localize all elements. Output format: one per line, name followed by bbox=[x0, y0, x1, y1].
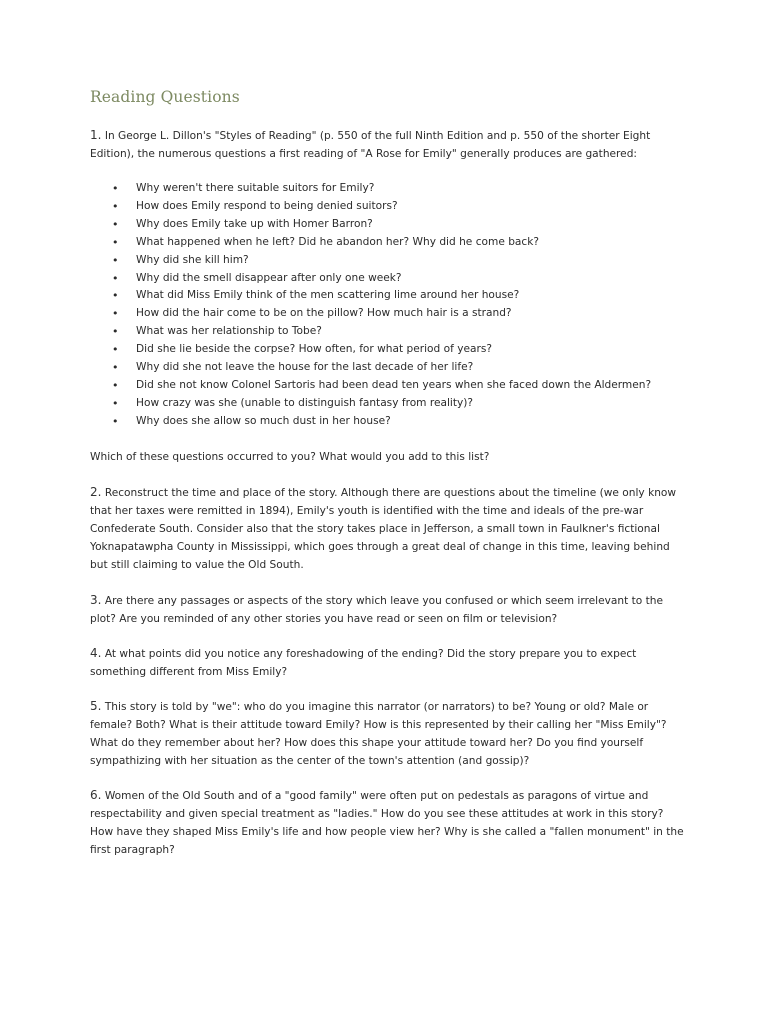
question-6-text: Women of the Old South and of a "good family" were often put on pedestals as paragons of virtue and respectability and given special treatment as "ladies." How do you see these attitudes at work in this story? How have they shaped Miss Emily's life and how people view her? Why is she called a "fallen monument" in the first paragraph? bbox=[90, 790, 684, 856]
question-1-number: 1. bbox=[90, 128, 102, 142]
question-6-number: 6. bbox=[90, 788, 102, 802]
question-3 bbox=[90, 592, 684, 629]
question-5-text: This story is told by "we": who do you imagine this narrator (or narrators) to be? Young or old? Male or female? Both? What is their attitude toward Emily? How is this represented by their calling her "Miss Emily"? What do they remember about her? How does this shape your attitude toward her? Do you find yourself sympathizing with her situation as the center of the town's attention (and gossip)? bbox=[90, 701, 667, 767]
list-item: • How did the hair come to be on the pillow? How much hair is a strand? bbox=[90, 305, 684, 323]
followup-text: Which of these questions occurred to you? What would you add to this list? bbox=[90, 451, 490, 463]
question-4-number: 4. bbox=[90, 646, 102, 660]
list-item: • Did she not know Colonel Sartoris had been dead ten years when she faced down the Aldermen? bbox=[90, 377, 684, 395]
page-title: Reading Questions bbox=[90, 88, 240, 106]
list-item: • How crazy was she (unable to distinguish fantasy from reality)? bbox=[90, 395, 684, 413]
question-6 bbox=[90, 787, 684, 860]
list-item: • Did she lie beside the corpse? How often, for what period of years? bbox=[90, 341, 684, 359]
list-item: • Why does Emily take up with Homer Barron? bbox=[90, 216, 684, 234]
question-5 bbox=[90, 698, 684, 771]
list-item: • Why weren't there suitable suitors for Emily? bbox=[90, 180, 684, 198]
question-4-text: At what points did you notice any foreshadowing of the ending? Did the story prepare you to expect something different from Miss Emily? bbox=[90, 648, 637, 678]
question-3-number: 3. bbox=[90, 593, 102, 607]
question-2-text: Reconstruct the time and place of the story. Although there are questions about the timeline (we only know that her taxes were remitted in 1894), Emily's youth is identified with the time and ideals of the pre-war Confederate South. Consider also that the story takes place in Jefferson, a small town in Faulkner's fictional Yoknapatawpha County in Mississippi, which goes through a great deal of change in this time, leaving behind but still claiming to value the Old South. bbox=[90, 487, 677, 571]
question-5-number: 5. bbox=[90, 699, 102, 713]
list-item: • Why did she kill him? bbox=[90, 252, 684, 270]
list-item: • What happened when he left? Did he abandon her? Why did he come back? bbox=[90, 234, 684, 252]
list-item: • Why does she allow so much dust in her house? bbox=[90, 413, 684, 431]
list-item: • What was her relationship to Tobe? bbox=[90, 323, 684, 341]
question-3-text: Are there any passages or aspects of the story which leave you confused or which seem irrelevant to the plot? Are you reminded of any other stories you have read or seen on film or television? bbox=[90, 595, 664, 625]
reading-questions-list bbox=[90, 180, 684, 431]
question-4 bbox=[90, 645, 684, 682]
question-2-number: 2. bbox=[90, 485, 102, 499]
question-2 bbox=[90, 484, 684, 575]
list-item: • How does Emily respond to being denied suitors? bbox=[90, 198, 684, 216]
question-1-text: In George L. Dillon's "Styles of Reading" (p. 550 of the full Ninth Edition and p. 550 of the shorter Eight Edition), the numerous questions a first reading of "A Rose for Emily" generally produces are gathered: bbox=[90, 130, 651, 160]
question-1 bbox=[90, 127, 684, 164]
list-item: • Why did the smell disappear after only one week? bbox=[90, 270, 684, 288]
list-item: • What did Miss Emily think of the men scattering lime around her house? bbox=[90, 287, 684, 305]
list-item: • Why did she not leave the house for the last decade of her life? bbox=[90, 359, 684, 377]
